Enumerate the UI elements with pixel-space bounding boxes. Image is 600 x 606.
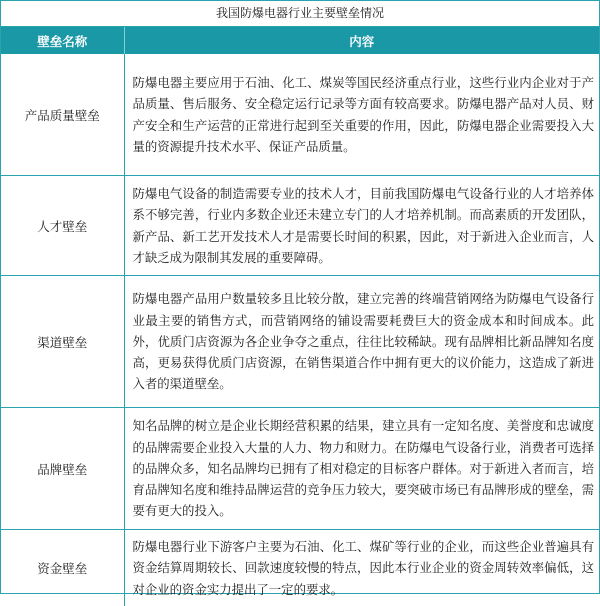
table-body	[1, 54, 599, 606]
barrier-name: 资金壁垒	[1, 530, 124, 606]
barrier-content: 知名品牌的树立是企业长期经营积累的结果，建立具有一定知名度、美誉度和忠诚度的品牌需要企业投入大量的人力、物力和财力。在防爆电气设备行业，消费者可选择的品牌众多，知名品牌均已拥有了相对稳定的目标客户群体。对于新进入者而言，培育品牌知名度和维持品牌运营的竞争压力较大，要突破市场已有品牌形成的壁垒，需要有更大的投入。	[124, 408, 599, 530]
header-barrier-name: 壁垒名称	[1, 27, 124, 54]
table-header	[1, 27, 599, 54]
barrier-content: 防爆电器行业下游客户主要为石油、化工、煤矿等行业的企业，而这些企业普遍具有资金结算周期较长、回款速度较慢的特点，因此本行业企业的资金周转效率偏低，这对企业的资金实力提出了一定的要求。	[124, 530, 599, 606]
barrier-name: 渠道壁垒	[1, 276, 124, 408]
table-row	[1, 276, 599, 408]
table-row	[1, 54, 599, 176]
barrier-name: 品牌壁垒	[1, 408, 124, 530]
header-content: 内容	[124, 27, 599, 54]
table-title: 我国防爆电器行业主要壁垒情况	[1, 1, 599, 27]
table-row	[1, 408, 599, 530]
barrier-content: 防爆电器产品用户数量较多且比较分散，建立完善的终端营销网络为防爆电气设备行业最主要的销售方式，而营销网络的铺设需要耗费巨大的资金成本和时间成本。此外，优质门店资源为各企业争夺之重点，往往比较稀缺。现有品牌相比新品牌知名度高，更易获得优质门店资源，在销售渠道合作中拥有更大的议价能力，这造成了新进入者的渠道壁垒。	[124, 276, 599, 408]
barrier-content: 防爆电气设备的制造需要专业的技术人才，目前我国防爆电气设备行业的人才培养体系不够完善，行业内多数企业还未建立专门的人才培养机制。而高素质的开发团队，新产品、新工艺开发技术人才是需要长时间的积累，因此，对于新进入企业而言，人才缺乏成为限制其发展的重要障碍。	[124, 176, 599, 276]
barrier-name: 产品质量壁垒	[1, 54, 124, 176]
barrier-content: 防爆电器主要应用于石油、化工、煤炭等国民经济重点行业，这些行业内企业对于产品质量、售后服务、安全稳定运行记录等方面有较高要求。防爆电器产品对人员、财产安全和生产运营的正常进行起到至关重要的作用，因此，防爆电器企业需要投入大量的资源提升技术水平、保证产品质量。	[124, 54, 599, 176]
table-row	[1, 176, 599, 276]
barrier-name: 人才壁垒	[1, 176, 124, 276]
barrier-table	[1, 27, 599, 606]
table-row	[1, 530, 599, 606]
